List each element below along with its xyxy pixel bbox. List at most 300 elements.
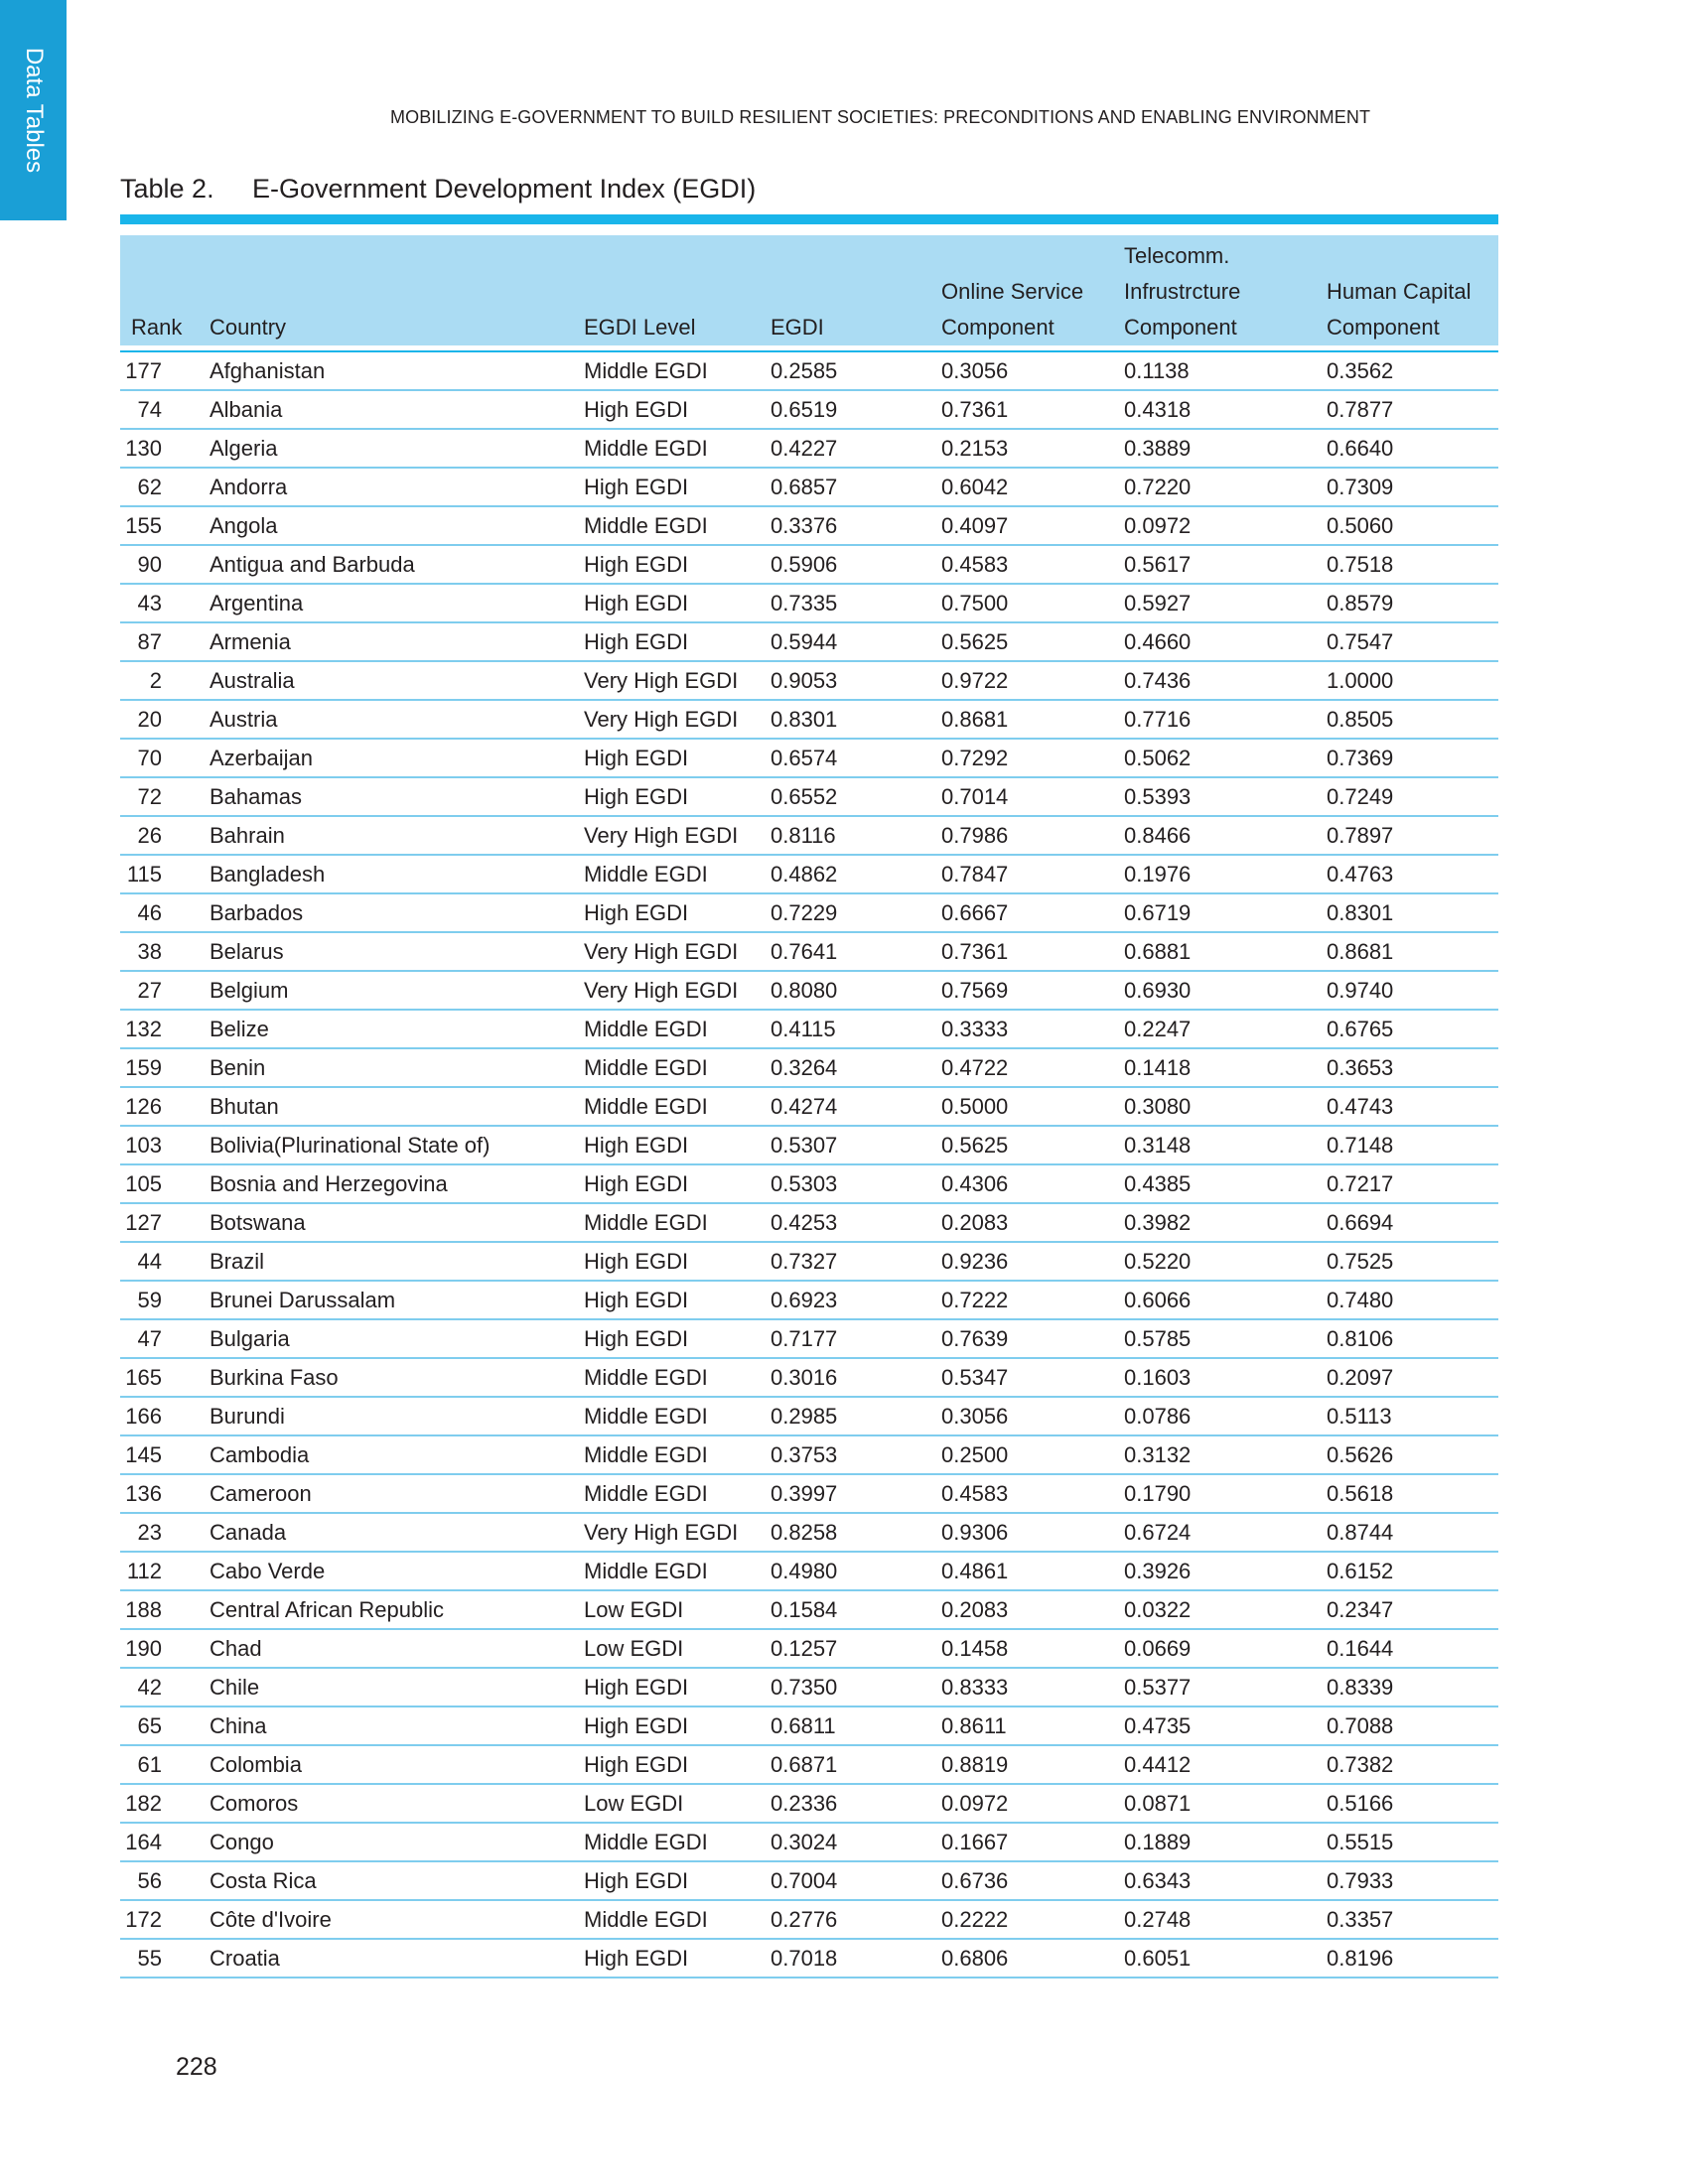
table-row bbox=[120, 1358, 1498, 1397]
country-cell: Bhutan bbox=[210, 1087, 584, 1126]
country-cell: Bolivia(Plurinational State of) bbox=[210, 1126, 584, 1164]
title-rule bbox=[120, 214, 1498, 224]
human-capital-cell: 0.6152 bbox=[1327, 1552, 1498, 1590]
telecom-infrastructure-cell: 0.3148 bbox=[1124, 1126, 1327, 1164]
country-cell: Belarus bbox=[210, 932, 584, 971]
human-capital-cell: 0.3562 bbox=[1327, 351, 1498, 390]
egdi-cell: 0.3264 bbox=[771, 1048, 941, 1087]
telecom-infrastructure-cell: 0.0786 bbox=[1124, 1397, 1327, 1435]
human-capital-cell: 0.7309 bbox=[1327, 468, 1498, 506]
online-service-cell: 0.2500 bbox=[941, 1435, 1124, 1474]
country-cell: Burundi bbox=[210, 1397, 584, 1435]
egdi-cell: 0.5944 bbox=[771, 622, 941, 661]
rank-cell: 23 bbox=[120, 1513, 210, 1552]
rank-cell: 47 bbox=[120, 1319, 210, 1358]
human-capital-cell: 0.7249 bbox=[1327, 777, 1498, 816]
rank-cell: 126 bbox=[120, 1087, 210, 1126]
human-capital-cell: 0.7369 bbox=[1327, 739, 1498, 777]
rank-cell: 38 bbox=[120, 932, 210, 971]
online-service-cell: 0.7222 bbox=[941, 1281, 1124, 1319]
egdi-cell: 0.6923 bbox=[771, 1281, 941, 1319]
table-row bbox=[120, 1823, 1498, 1861]
egdi-level-cell: Middle EGDI bbox=[584, 506, 771, 545]
egdi-cell: 0.2985 bbox=[771, 1397, 941, 1435]
online-service-cell: 0.4722 bbox=[941, 1048, 1124, 1087]
country-cell: Bangladesh bbox=[210, 855, 584, 893]
human-capital-cell: 0.7088 bbox=[1327, 1706, 1498, 1745]
country-cell: Belgium bbox=[210, 971, 584, 1010]
rank-cell: 46 bbox=[120, 893, 210, 932]
online-service-cell: 0.7569 bbox=[941, 971, 1124, 1010]
telecom-infrastructure-cell: 0.3132 bbox=[1124, 1435, 1327, 1474]
telecom-infrastructure-cell: 0.5220 bbox=[1124, 1242, 1327, 1281]
country-cell: Cambodia bbox=[210, 1435, 584, 1474]
human-capital-cell: 0.7518 bbox=[1327, 545, 1498, 584]
online-service-cell: 0.3056 bbox=[941, 1397, 1124, 1435]
telecom-infrastructure-cell: 0.6930 bbox=[1124, 971, 1327, 1010]
egdi-level-cell: Middle EGDI bbox=[584, 1552, 771, 1590]
egdi-level-cell: High EGDI bbox=[584, 1319, 771, 1358]
rank-cell: 159 bbox=[120, 1048, 210, 1087]
egdi-cell: 0.4862 bbox=[771, 855, 941, 893]
rank-cell: 145 bbox=[120, 1435, 210, 1474]
egdi-level-cell: Middle EGDI bbox=[584, 351, 771, 390]
table-row bbox=[120, 429, 1498, 468]
human-capital-cell: 0.7933 bbox=[1327, 1861, 1498, 1900]
online-service-cell: 0.7292 bbox=[941, 739, 1124, 777]
egdi-level-cell: Very High EGDI bbox=[584, 932, 771, 971]
egdi-level-cell: Middle EGDI bbox=[584, 1010, 771, 1048]
egdi-level-cell: Middle EGDI bbox=[584, 1900, 771, 1939]
egdi-level-cell: High EGDI bbox=[584, 1745, 771, 1784]
telecom-infrastructure-cell: 0.6881 bbox=[1124, 932, 1327, 971]
country-cell: Benin bbox=[210, 1048, 584, 1087]
telecom-infrastructure-cell: 0.5927 bbox=[1124, 584, 1327, 622]
egdi-cell: 0.8080 bbox=[771, 971, 941, 1010]
egdi-cell: 0.6871 bbox=[771, 1745, 941, 1784]
telecom-infrastructure-cell: 0.0669 bbox=[1124, 1629, 1327, 1668]
table-row bbox=[120, 1706, 1498, 1745]
telecom-infrastructure-cell: 0.1889 bbox=[1124, 1823, 1327, 1861]
egdi-level-cell: High EGDI bbox=[584, 1939, 771, 1978]
country-cell: Australia bbox=[210, 661, 584, 700]
human-capital-cell: 1.0000 bbox=[1327, 661, 1498, 700]
table-row bbox=[120, 1397, 1498, 1435]
country-cell: Bahamas bbox=[210, 777, 584, 816]
country-cell: Albania bbox=[210, 390, 584, 429]
country-cell: Botswana bbox=[210, 1203, 584, 1242]
egdi-cell: 0.8258 bbox=[771, 1513, 941, 1552]
egdi-level-cell: Very High EGDI bbox=[584, 971, 771, 1010]
table-row bbox=[120, 893, 1498, 932]
country-cell: Angola bbox=[210, 506, 584, 545]
egdi-cell: 0.7327 bbox=[771, 1242, 941, 1281]
country-cell: Austria bbox=[210, 700, 584, 739]
rank-cell: 43 bbox=[120, 584, 210, 622]
country-cell: Côte d'Ivoire bbox=[210, 1900, 584, 1939]
rank-cell: 61 bbox=[120, 1745, 210, 1784]
telecom-infrastructure-cell: 0.1790 bbox=[1124, 1474, 1327, 1513]
egdi-cell: 0.4274 bbox=[771, 1087, 941, 1126]
egdi-level-cell: Middle EGDI bbox=[584, 855, 771, 893]
table-body bbox=[120, 351, 1498, 1978]
egdi-level-cell: Middle EGDI bbox=[584, 1087, 771, 1126]
online-service-cell: 0.2222 bbox=[941, 1900, 1124, 1939]
country-cell: Armenia bbox=[210, 622, 584, 661]
country-cell: Brazil bbox=[210, 1242, 584, 1281]
table-row bbox=[120, 1474, 1498, 1513]
table-row bbox=[120, 1784, 1498, 1823]
online-service-cell: 0.7986 bbox=[941, 816, 1124, 855]
table-row bbox=[120, 1939, 1498, 1978]
table-row bbox=[120, 777, 1498, 816]
egdi-cell: 0.7018 bbox=[771, 1939, 941, 1978]
table-row bbox=[120, 1281, 1498, 1319]
header-egdi-level: EGDI Level bbox=[584, 235, 771, 351]
egdi-cell: 0.4115 bbox=[771, 1010, 941, 1048]
egdi-cell: 0.1584 bbox=[771, 1590, 941, 1629]
section-tab-label: Data Tables bbox=[21, 47, 48, 174]
online-service-cell: 0.5625 bbox=[941, 622, 1124, 661]
online-service-cell: 0.7014 bbox=[941, 777, 1124, 816]
human-capital-cell: 0.3653 bbox=[1327, 1048, 1498, 1087]
egdi-cell: 0.7229 bbox=[771, 893, 941, 932]
online-service-cell: 0.0972 bbox=[941, 1784, 1124, 1823]
egdi-cell: 0.4253 bbox=[771, 1203, 941, 1242]
human-capital-cell: 0.5618 bbox=[1327, 1474, 1498, 1513]
human-capital-cell: 0.4743 bbox=[1327, 1087, 1498, 1126]
human-capital-cell: 0.7877 bbox=[1327, 390, 1498, 429]
table-row bbox=[120, 1552, 1498, 1590]
online-service-cell: 0.7639 bbox=[941, 1319, 1124, 1358]
table-row bbox=[120, 1513, 1498, 1552]
rank-cell: 164 bbox=[120, 1823, 210, 1861]
human-capital-cell: 0.8301 bbox=[1327, 893, 1498, 932]
telecom-infrastructure-cell: 0.6719 bbox=[1124, 893, 1327, 932]
egdi-cell: 0.5906 bbox=[771, 545, 941, 584]
rank-cell: 166 bbox=[120, 1397, 210, 1435]
header-egdi: EGDI bbox=[771, 235, 941, 351]
human-capital-cell: 0.4763 bbox=[1327, 855, 1498, 893]
human-capital-cell: 0.7480 bbox=[1327, 1281, 1498, 1319]
egdi-cell: 0.6811 bbox=[771, 1706, 941, 1745]
table-row bbox=[120, 1435, 1498, 1474]
egdi-cell: 0.8301 bbox=[771, 700, 941, 739]
country-cell: Croatia bbox=[210, 1939, 584, 1978]
rank-cell: 182 bbox=[120, 1784, 210, 1823]
egdi-level-cell: Middle EGDI bbox=[584, 1474, 771, 1513]
human-capital-cell: 0.7547 bbox=[1327, 622, 1498, 661]
page-number: 228 bbox=[176, 2053, 217, 2081]
egdi-level-cell: High EGDI bbox=[584, 893, 771, 932]
egdi-level-cell: Low EGDI bbox=[584, 1784, 771, 1823]
rank-cell: 20 bbox=[120, 700, 210, 739]
telecom-infrastructure-cell: 0.5393 bbox=[1124, 777, 1327, 816]
online-service-cell: 0.2153 bbox=[941, 429, 1124, 468]
egdi-level-cell: Middle EGDI bbox=[584, 1397, 771, 1435]
human-capital-cell: 0.8196 bbox=[1327, 1939, 1498, 1978]
table-number: Table 2. bbox=[120, 174, 214, 204]
telecom-infrastructure-cell: 0.6343 bbox=[1124, 1861, 1327, 1900]
egdi-cell: 0.7335 bbox=[771, 584, 941, 622]
egdi-level-cell: Very High EGDI bbox=[584, 700, 771, 739]
country-cell: Colombia bbox=[210, 1745, 584, 1784]
rank-cell: 155 bbox=[120, 506, 210, 545]
rank-cell: 132 bbox=[120, 1010, 210, 1048]
online-service-cell: 0.7361 bbox=[941, 932, 1124, 971]
rank-cell: 172 bbox=[120, 1900, 210, 1939]
country-cell: Argentina bbox=[210, 584, 584, 622]
country-cell: Algeria bbox=[210, 429, 584, 468]
rank-cell: 115 bbox=[120, 855, 210, 893]
egdi-level-cell: Low EGDI bbox=[584, 1590, 771, 1629]
table-row bbox=[120, 816, 1498, 855]
egdi-cell: 0.6552 bbox=[771, 777, 941, 816]
table-row bbox=[120, 1590, 1498, 1629]
human-capital-cell: 0.8681 bbox=[1327, 932, 1498, 971]
telecom-infrastructure-cell: 0.3889 bbox=[1124, 429, 1327, 468]
telecom-infrastructure-cell: 0.1603 bbox=[1124, 1358, 1327, 1397]
telecom-infrastructure-cell: 0.1138 bbox=[1124, 351, 1327, 390]
country-cell: Cabo Verde bbox=[210, 1552, 584, 1590]
egdi-cell: 0.6574 bbox=[771, 739, 941, 777]
rank-cell: 136 bbox=[120, 1474, 210, 1513]
table-row bbox=[120, 1010, 1498, 1048]
human-capital-cell: 0.6765 bbox=[1327, 1010, 1498, 1048]
egdi-level-cell: High EGDI bbox=[584, 777, 771, 816]
table-row bbox=[120, 390, 1498, 429]
table-row bbox=[120, 1048, 1498, 1087]
online-service-cell: 0.7500 bbox=[941, 584, 1124, 622]
telecom-infrastructure-cell: 0.4660 bbox=[1124, 622, 1327, 661]
rank-cell: 42 bbox=[120, 1668, 210, 1706]
rank-cell: 177 bbox=[120, 351, 210, 390]
egdi-cell: 0.4980 bbox=[771, 1552, 941, 1590]
table-header-row bbox=[120, 235, 1498, 351]
telecom-infrastructure-cell: 0.4385 bbox=[1124, 1164, 1327, 1203]
table-row bbox=[120, 932, 1498, 971]
egdi-level-cell: High EGDI bbox=[584, 390, 771, 429]
rank-cell: 26 bbox=[120, 816, 210, 855]
egdi-cell: 0.7177 bbox=[771, 1319, 941, 1358]
human-capital-cell: 0.7217 bbox=[1327, 1164, 1498, 1203]
egdi-level-cell: High EGDI bbox=[584, 1861, 771, 1900]
online-service-cell: 0.4583 bbox=[941, 1474, 1124, 1513]
egdi-level-cell: Very High EGDI bbox=[584, 816, 771, 855]
human-capital-cell: 0.8106 bbox=[1327, 1319, 1498, 1358]
egdi-level-cell: High EGDI bbox=[584, 739, 771, 777]
table-row bbox=[120, 506, 1498, 545]
human-capital-cell: 0.9740 bbox=[1327, 971, 1498, 1010]
table-caption bbox=[120, 174, 756, 205]
telecom-infrastructure-cell: 0.0871 bbox=[1124, 1784, 1327, 1823]
online-service-cell: 0.1667 bbox=[941, 1823, 1124, 1861]
online-service-cell: 0.6806 bbox=[941, 1939, 1124, 1978]
country-cell: Afghanistan bbox=[210, 351, 584, 390]
human-capital-cell: 0.7148 bbox=[1327, 1126, 1498, 1164]
telecom-infrastructure-cell: 0.4318 bbox=[1124, 390, 1327, 429]
online-service-cell: 0.7361 bbox=[941, 390, 1124, 429]
country-cell: Bahrain bbox=[210, 816, 584, 855]
egdi-cell: 0.2585 bbox=[771, 351, 941, 390]
online-service-cell: 0.4306 bbox=[941, 1164, 1124, 1203]
egdi-level-cell: Middle EGDI bbox=[584, 1048, 771, 1087]
rank-cell: 165 bbox=[120, 1358, 210, 1397]
telecom-infrastructure-cell: 0.4412 bbox=[1124, 1745, 1327, 1784]
table-row bbox=[120, 468, 1498, 506]
egdi-cell: 0.3753 bbox=[771, 1435, 941, 1474]
online-service-cell: 0.5625 bbox=[941, 1126, 1124, 1164]
human-capital-cell: 0.8744 bbox=[1327, 1513, 1498, 1552]
country-cell: Barbados bbox=[210, 893, 584, 932]
rank-cell: 188 bbox=[120, 1590, 210, 1629]
telecom-infrastructure-cell: 0.0322 bbox=[1124, 1590, 1327, 1629]
rank-cell: 44 bbox=[120, 1242, 210, 1281]
rank-cell: 87 bbox=[120, 622, 210, 661]
telecom-infrastructure-cell: 0.2748 bbox=[1124, 1900, 1327, 1939]
rank-cell: 56 bbox=[120, 1861, 210, 1900]
egdi-cell: 0.7350 bbox=[771, 1668, 941, 1706]
telecom-infrastructure-cell: 0.8466 bbox=[1124, 816, 1327, 855]
rank-cell: 65 bbox=[120, 1706, 210, 1745]
telecom-infrastructure-cell: 0.3080 bbox=[1124, 1087, 1327, 1126]
human-capital-cell: 0.8579 bbox=[1327, 584, 1498, 622]
online-service-cell: 0.6736 bbox=[941, 1861, 1124, 1900]
online-service-cell: 0.9306 bbox=[941, 1513, 1124, 1552]
egdi-level-cell: Very High EGDI bbox=[584, 1513, 771, 1552]
table-title: E-Government Development Index (EGDI) bbox=[252, 174, 757, 204]
egdi-level-cell: Very High EGDI bbox=[584, 661, 771, 700]
egdi-cell: 0.5303 bbox=[771, 1164, 941, 1203]
online-service-cell: 0.8333 bbox=[941, 1668, 1124, 1706]
online-service-cell: 0.5000 bbox=[941, 1087, 1124, 1126]
egdi-cell: 0.3024 bbox=[771, 1823, 941, 1861]
online-service-cell: 0.7847 bbox=[941, 855, 1124, 893]
table-row bbox=[120, 622, 1498, 661]
country-cell: Andorra bbox=[210, 468, 584, 506]
telecom-infrastructure-cell: 0.4735 bbox=[1124, 1706, 1327, 1745]
table-row bbox=[120, 855, 1498, 893]
country-cell: Comoros bbox=[210, 1784, 584, 1823]
egdi-level-cell: High EGDI bbox=[584, 1164, 771, 1203]
telecom-infrastructure-cell: 0.3982 bbox=[1124, 1203, 1327, 1242]
table-row bbox=[120, 1745, 1498, 1784]
human-capital-cell: 0.6640 bbox=[1327, 429, 1498, 468]
rank-cell: 27 bbox=[120, 971, 210, 1010]
table-row bbox=[120, 739, 1498, 777]
country-cell: Belize bbox=[210, 1010, 584, 1048]
telecom-infrastructure-cell: 0.7220 bbox=[1124, 468, 1327, 506]
human-capital-cell: 0.3357 bbox=[1327, 1900, 1498, 1939]
country-cell: Chile bbox=[210, 1668, 584, 1706]
table-row bbox=[120, 661, 1498, 700]
telecom-infrastructure-cell: 0.7436 bbox=[1124, 661, 1327, 700]
online-service-cell: 0.3056 bbox=[941, 351, 1124, 390]
egdi-cell: 0.2776 bbox=[771, 1900, 941, 1939]
country-cell: Chad bbox=[210, 1629, 584, 1668]
egdi-level-cell: High EGDI bbox=[584, 622, 771, 661]
running-header: MOBILIZING E-GOVERNMENT TO BUILD RESILIENT SOCIETIES: PRECONDITIONS AND ENABLING ENVIRONMENT bbox=[390, 107, 1371, 127]
header-human-capital: Human Capital Component bbox=[1327, 235, 1498, 351]
country-cell: Central African Republic bbox=[210, 1590, 584, 1629]
rank-cell: 130 bbox=[120, 429, 210, 468]
header-rank: Rank bbox=[120, 235, 210, 351]
online-service-cell: 0.2083 bbox=[941, 1590, 1124, 1629]
country-cell: Congo bbox=[210, 1823, 584, 1861]
online-service-cell: 0.8611 bbox=[941, 1706, 1124, 1745]
country-cell: China bbox=[210, 1706, 584, 1745]
country-cell: Bulgaria bbox=[210, 1319, 584, 1358]
country-cell: Brunei Darussalam bbox=[210, 1281, 584, 1319]
telecom-infrastructure-cell: 0.6051 bbox=[1124, 1939, 1327, 1978]
human-capital-cell: 0.1644 bbox=[1327, 1629, 1498, 1668]
rank-cell: 2 bbox=[120, 661, 210, 700]
egdi-cell: 0.9053 bbox=[771, 661, 941, 700]
rank-cell: 72 bbox=[120, 777, 210, 816]
table-row bbox=[120, 351, 1498, 390]
online-service-cell: 0.8681 bbox=[941, 700, 1124, 739]
egdi-cell: 0.3376 bbox=[771, 506, 941, 545]
country-cell: Cameroon bbox=[210, 1474, 584, 1513]
egdi-level-cell: High EGDI bbox=[584, 1706, 771, 1745]
telecom-infrastructure-cell: 0.5785 bbox=[1124, 1319, 1327, 1358]
rank-cell: 103 bbox=[120, 1126, 210, 1164]
rank-cell: 190 bbox=[120, 1629, 210, 1668]
human-capital-cell: 0.5515 bbox=[1327, 1823, 1498, 1861]
rank-cell: 105 bbox=[120, 1164, 210, 1203]
human-capital-cell: 0.5060 bbox=[1327, 506, 1498, 545]
egdi-cell: 0.1257 bbox=[771, 1629, 941, 1668]
table-row bbox=[120, 1126, 1498, 1164]
online-service-cell: 0.8819 bbox=[941, 1745, 1124, 1784]
egdi-level-cell: Middle EGDI bbox=[584, 429, 771, 468]
table-row bbox=[120, 584, 1498, 622]
telecom-infrastructure-cell: 0.2247 bbox=[1124, 1010, 1327, 1048]
telecom-infrastructure-cell: 0.6066 bbox=[1124, 1281, 1327, 1319]
telecom-infrastructure-cell: 0.5062 bbox=[1124, 739, 1327, 777]
online-service-cell: 0.3333 bbox=[941, 1010, 1124, 1048]
country-cell: Antigua and Barbuda bbox=[210, 545, 584, 584]
egdi-level-cell: Middle EGDI bbox=[584, 1435, 771, 1474]
country-cell: Costa Rica bbox=[210, 1861, 584, 1900]
rank-cell: 62 bbox=[120, 468, 210, 506]
online-service-cell: 0.5347 bbox=[941, 1358, 1124, 1397]
egdi-level-cell: High EGDI bbox=[584, 1281, 771, 1319]
egdi-cell: 0.3016 bbox=[771, 1358, 941, 1397]
online-service-cell: 0.9236 bbox=[941, 1242, 1124, 1281]
telecom-infrastructure-cell: 0.1418 bbox=[1124, 1048, 1327, 1087]
egdi-level-cell: High EGDI bbox=[584, 468, 771, 506]
telecom-infrastructure-cell: 0.0972 bbox=[1124, 506, 1327, 545]
human-capital-cell: 0.5166 bbox=[1327, 1784, 1498, 1823]
table-row bbox=[120, 700, 1498, 739]
human-capital-cell: 0.6694 bbox=[1327, 1203, 1498, 1242]
egdi-cell: 0.5307 bbox=[771, 1126, 941, 1164]
online-service-cell: 0.2083 bbox=[941, 1203, 1124, 1242]
telecom-infrastructure-cell: 0.3926 bbox=[1124, 1552, 1327, 1590]
human-capital-cell: 0.7897 bbox=[1327, 816, 1498, 855]
header-country: Country bbox=[210, 235, 584, 351]
rank-cell: 90 bbox=[120, 545, 210, 584]
country-cell: Bosnia and Herzegovina bbox=[210, 1164, 584, 1203]
human-capital-cell: 0.5113 bbox=[1327, 1397, 1498, 1435]
egdi-level-cell: High EGDI bbox=[584, 1242, 771, 1281]
egdi-level-cell: High EGDI bbox=[584, 1668, 771, 1706]
human-capital-cell: 0.8339 bbox=[1327, 1668, 1498, 1706]
table-row bbox=[120, 1242, 1498, 1281]
human-capital-cell: 0.8505 bbox=[1327, 700, 1498, 739]
egdi-level-cell: Middle EGDI bbox=[584, 1203, 771, 1242]
